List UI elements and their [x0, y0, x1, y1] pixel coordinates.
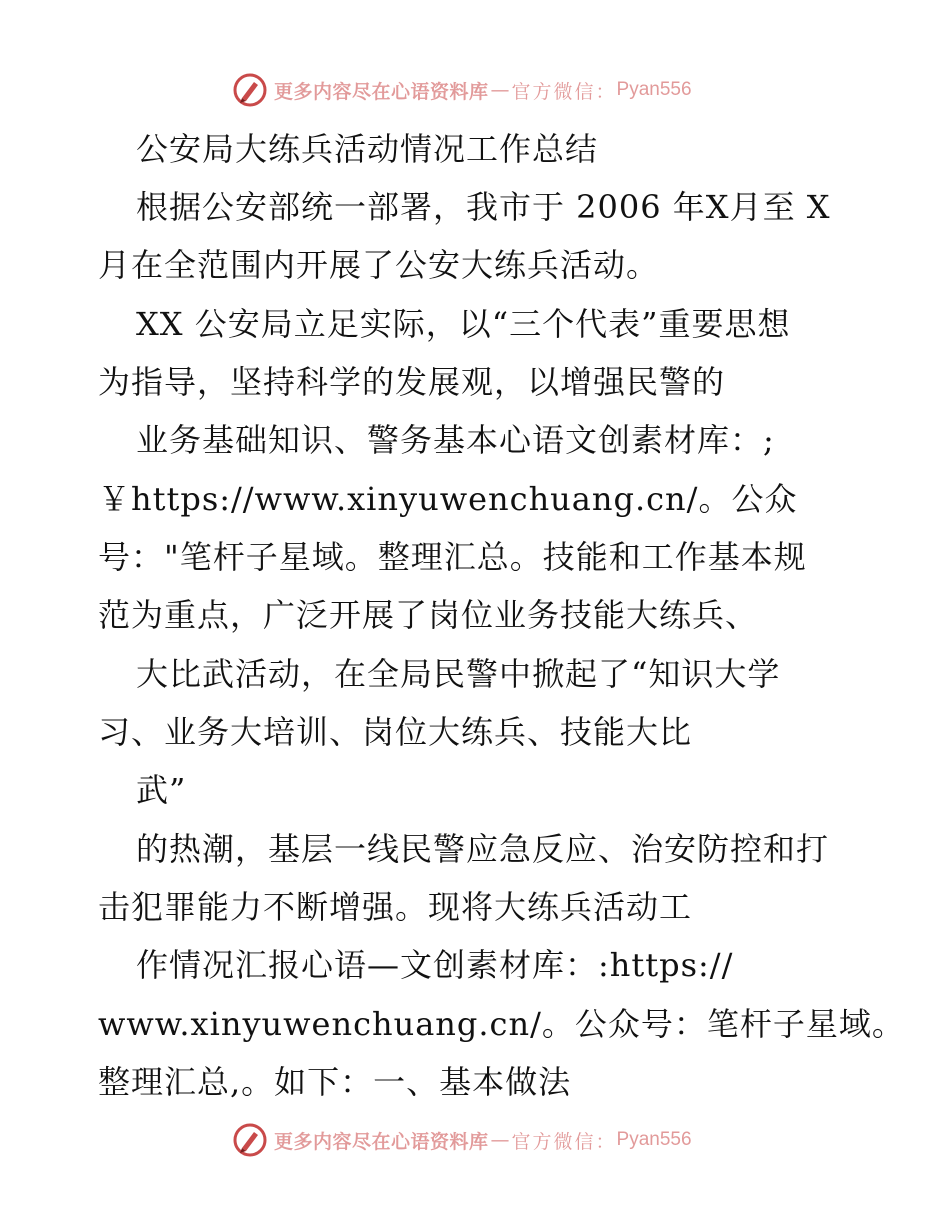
banner-slogan: 更多内容尽在心语资料库	[274, 80, 489, 103]
document-line: 击犯罪能力不断增强。现将大练兵活动工	[98, 888, 693, 926]
document-line: 为指导，坚持科学的发展观，以增强民警的	[98, 363, 726, 401]
document-line: 武”	[136, 771, 187, 809]
banner-dash: —	[490, 1129, 510, 1151]
header-banner	[232, 70, 692, 110]
document-title: 公安局大练兵活动情况工作总结	[136, 130, 599, 168]
document-line: 月在全范围内开展了公安大练兵活动。	[98, 246, 660, 284]
document-line: 大比武活动，在全局民警中掀起了“知识大学	[136, 655, 781, 693]
pen-circle-logo-icon	[232, 1122, 268, 1158]
banner-official-label: 官方微信：	[511, 80, 617, 103]
document-line: 习、业务大培训、岗位大练兵、技能大比	[98, 713, 693, 751]
document-line: XX 公安局立足实际，以“三个代表”重要思想	[136, 305, 791, 343]
footer-banner	[232, 1120, 692, 1160]
banner-dash: —	[490, 79, 510, 101]
document-line: 业务基础知识、警务基本心语文创素材库：;	[136, 421, 775, 459]
document-line: 号："笔杆子星域。整理汇总。技能和工作基本规	[98, 538, 807, 576]
document-line: 整理汇总,。如下：一、基本做法	[98, 1063, 572, 1101]
document-line: ￥https://www.xinyuwenchuang.cn/。公众	[98, 480, 798, 518]
document-line: 范为重点，广泛开展了岗位业务技能大练兵、	[98, 596, 759, 634]
document-line: 根据公安部统一部署，我市于 2006 年X月至 X	[136, 188, 831, 226]
banner-account: Pyan556	[616, 79, 692, 100]
document-line: www.xinyuwenchuang.cn/。公众号：笔杆子星域。	[98, 1005, 905, 1043]
pen-circle-logo-icon	[232, 72, 268, 108]
banner-official-label: 官方微信：	[511, 1130, 617, 1153]
document-line: 的热潮，基层一线民警应急反应、治安防控和打	[136, 830, 830, 868]
banner-account: Pyan556	[616, 1129, 692, 1150]
banner-slogan: 更多内容尽在心语资料库	[274, 1130, 489, 1153]
document-line: 作情况汇报心语—文创素材库：:https://	[136, 946, 734, 984]
